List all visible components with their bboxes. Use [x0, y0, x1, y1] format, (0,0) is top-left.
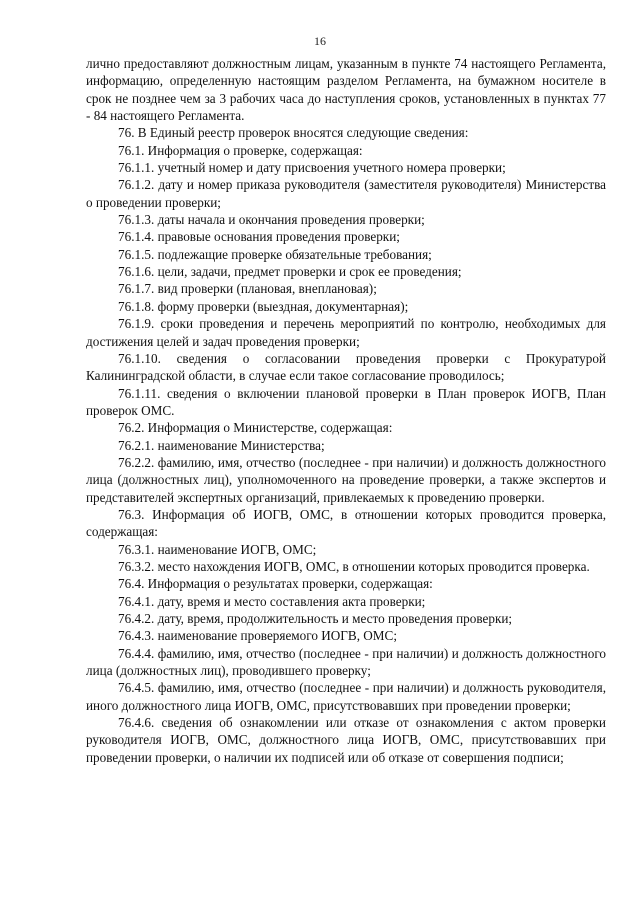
paragraph: 76.1.11. сведения о включении плановой проверки в План проверок ИОГВ, План проверок ОМС.: [86, 385, 606, 418]
paragraph: 76.1.7. вид проверки (плановая, внеплановая);: [118, 281, 377, 297]
paragraph: 76.1.9. сроки проведения и перечень мероприятий по контролю, необходимых для достижения целей и задач проведения проверки;: [86, 316, 606, 349]
body-text: [86, 55, 606, 766]
paragraph: 76.1.2. дату и номер приказа руководителя (заместителя руководителя) Министерства о проведении проверки;: [86, 177, 606, 210]
paragraph: 76.1.8. форму проверки (выездная, документарная);: [118, 298, 409, 314]
paragraph: 76.1.3. даты начала и окончания проведения проверки;: [118, 212, 425, 228]
paragraph: 76.4.5. фамилию, имя, отчество (последнее - при наличии) и должность руководителя, иного должностного лица ИОГВ, ОМС, присутствовавших при проведении проверки;: [86, 680, 606, 713]
paragraph: 76.1. Информация о проверке, содержащая:: [118, 142, 363, 158]
paragraph: 76.4.1. дату, время и место составления акта проверки;: [118, 593, 426, 609]
paragraph: лично предоставляют должностным лицам, указанным в пункте 74 настоящего Регламента, информацию, определенную настоящим разделом Регламента, на бумажном носителе в срок не позднее чем за 3 рабочих часа до наступления сроков, установленных в пунктах 77 - 84 настоящего Регламента.: [86, 56, 606, 124]
paragraph: 76.1.4. правовые основания проведения проверки;: [118, 229, 400, 245]
paragraph: 76.4.4. фамилию, имя, отчество (последнее - при наличии) и должность должностного лица (должностных лиц), проводившего проверку;: [86, 645, 606, 679]
paragraph: 76.4.3. наименование проверяемого ИОГВ, ОМС;: [118, 628, 397, 644]
paragraph: 76.1.6. цели, задачи, предмет проверки и срок ее проведения;: [118, 264, 462, 280]
paragraph: 76.2.1. наименование Министерства;: [118, 437, 325, 453]
paragraph: 76.3.1. наименование ИОГВ, ОМС;: [118, 541, 317, 557]
paragraph: 76.3. Информация об ИОГВ, ОМС, в отношении которых проводится проверка, содержащая:: [86, 506, 606, 540]
paragraph: 76.4.2. дату, время, продолжительность и место проведения проверки;: [118, 611, 513, 626]
paragraph: 76.1.1. учетный номер и дату присвоения учетного номера проверки;: [118, 160, 506, 176]
paragraph: 76.1.10. сведения о согласовании проведения проверки с Прокуратурой Калининградской области, в случае если такое согласование проводилось;: [86, 350, 606, 384]
page-number: 16: [314, 34, 326, 48]
paragraph: 76. В Единый реестр проверок вносятся следующие сведения:: [118, 125, 469, 141]
paragraph: 76.4.6. сведения об ознакомлении или отказе от ознакомления с актом проверки руководителя ИОГВ, ОМС, должностного лица ИОГВ, ОМС, присутствовавших при проведении проверки, о наличии их подписей или об отказе от совершения подписи;: [86, 715, 606, 765]
paragraph: 76.1.5. подлежащие проверке обязательные требования;: [118, 246, 432, 262]
paragraph: 76.2. Информация о Министерстве, содержащая:: [118, 420, 393, 436]
paragraph: 76.3.2. место нахождения ИОГВ, ОМС, в отношении которых проводится проверка.: [118, 558, 590, 574]
paragraph: 76.2.2. фамилию, имя, отчество (последнее - при наличии) и должность должностного лица (должностных лиц), уполномоченного на проведение проверки, а также экспертов и представителей экспертных организаций, привлекаемых к проведению проверки.: [86, 454, 606, 505]
paragraph: 76.4. Информация о результатах проверки, содержащая:: [118, 576, 433, 592]
